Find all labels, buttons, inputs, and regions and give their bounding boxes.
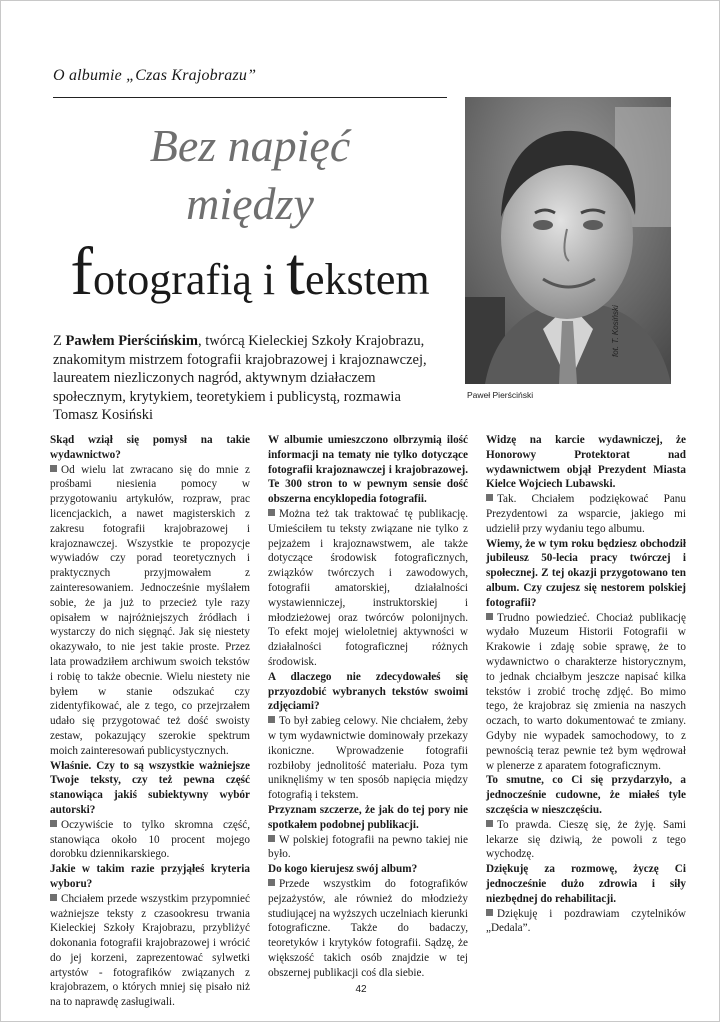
interview-question: Skąd wziął się pomysł na takie wydawnictwo? <box>50 434 250 461</box>
lead-paragraph <box>53 332 449 425</box>
answer-marker-icon <box>50 894 57 901</box>
answer-text: Przede wszystkim do fotografików pejzażystów, ale również do młodzieży studiującej na wyższych uczelniach kierunki fotograficzne. Także do badaczy, teoretyków i krytyków fotografii. Sądzę, że większość takich osób znajdzie w tej obszernej publikacji coś dla siebie. <box>268 877 468 979</box>
interview-question: W albumie umieszczono olbrzymią ilość informacji na tematy nie tylko dotyczące fotografii krajoznawczej i krajobrazowej. Te 300 stron to w pewnym sensie dość obszerna encyklopedia fotografii. <box>268 434 468 506</box>
interview-question: Przyznam szczerze, że jak do tej pory nie spotkałem podobnej publikacji. <box>268 803 468 831</box>
answer-marker-icon <box>268 835 275 842</box>
title-word-fotografia: otografią i <box>93 255 287 304</box>
column-1 <box>50 433 250 1009</box>
title-word-tekstem: ekstem <box>304 255 430 304</box>
interview-question: Widzę na karcie wydawniczej, że Honorowy Protektorat nad wydawnictwem objął Prezydent Miasta Kielce Wojciech Lubawski. <box>486 434 686 491</box>
interview-answer <box>50 463 250 759</box>
interview-answer <box>268 507 468 670</box>
answer-text: Dziękuję i pozdrawiam czytelników „Dedala”. <box>486 907 686 935</box>
interview-answer <box>486 611 686 774</box>
answer-marker-icon <box>486 494 493 501</box>
interview-answer <box>486 818 686 862</box>
page-number: 42 <box>355 984 367 995</box>
interview-question: Właśnie. Czy to są wszystkie ważniejsze Twoje teksty, czy też pewna część stanowiąca jakiś subiektywny wybór autorski? <box>50 759 250 816</box>
interview-question: Jakie w takim razie przyjąłeś kryteria wyboru? <box>50 863 250 890</box>
photo-credit: fot. T. Kosiński <box>611 305 620 357</box>
portrait-photo <box>465 97 671 384</box>
interview-answer <box>486 907 686 937</box>
answer-text: W polskiej fotografii na pewno takiej nie było. <box>268 833 468 861</box>
title-line-1: Bez napięć <box>149 120 351 171</box>
interview-question: To smutne, co Ci się przydarzyło, a jednocześnie cudowne, że miałeś tyle szczęścia w nieszczęściu. <box>486 774 686 816</box>
lead-text: , twórcą Kieleckiej Szkoły Krajobrazu, znakomitym mistrzem fotografii krajobrazowej i krajoznawczej, laureatem niezliczonych nagród, aktywnym działaczem społecznym, krytykiem, teoretykiem i publicystą, rozmawia Tomasz Kosiński <box>53 333 427 423</box>
answer-text: Oczywiście to tylko skromna część, stanowiąca około 10 procent mojego dorobku dziennikarskiego. <box>50 818 250 861</box>
column-3 <box>486 433 686 963</box>
interview-answer <box>486 492 686 536</box>
answer-text: Chciałem przede wszystkim przypomnieć ważniejsze teksty z czasookresu trwania Kieleckiej Szkoły Krajobrazu, przybliżyć dokonania fotografii krajobrazowej i wrócić do jej korzeni, zaprezentować sylwetki artystów - fotografików związanych z krajobrazem, o których mniej się pisało niż na to naprawdę zasługiwali. <box>50 892 250 1009</box>
answer-text: Tak. Chciałem podziękować Panu Prezydentowi za wsparcie, jakiego mi udzielił przy wydaniu tego albumu. <box>486 493 686 535</box>
column-2 <box>268 433 468 979</box>
answer-marker-icon <box>50 465 57 472</box>
answer-marker-icon <box>268 509 275 516</box>
portrait-photo-icon <box>465 97 671 384</box>
answer-marker-icon <box>268 716 275 723</box>
lead-name: Pawłem Pierścińskim <box>65 333 198 349</box>
interview-answer <box>268 714 468 803</box>
answer-marker-icon <box>486 820 493 827</box>
answer-marker-icon <box>268 879 275 886</box>
interview-answer <box>50 818 250 862</box>
answer-text: To był zabieg celowy. Nie chciałem, żeby w tym wydawnictwie dominowały przekazy ikoniczne. Wprowadzenie fotografii rozbiłoby jednolitość materiału. Poza tym uniknęliśmy w ten sposób napięcia między fotografią i tekstem. <box>268 715 468 802</box>
answer-text: Trudno powiedzieć. Chociaż publikację wydało Muzeum Historii Fotografii w Krakowie i zdaję sobie sprawę, że to wydawnictwo o charakterze historycznym, to jednak chciałbym jeszcze napisać kilka tekstów i zrobić trochę zdjęć. Bo mimo tego, że krajobraz się zmienia na naszych oczach, to warto dokumentować te zmiany. Gdyby nie wypadek samochodowy, to z pewnością teraz pewnie też bym wędrował w plenerze z aparatem fotograficznym. <box>486 611 686 772</box>
interview-answer <box>268 877 468 981</box>
title-initial-t: t <box>286 233 305 309</box>
kicker-rule <box>53 97 447 98</box>
answer-text: Można też tak traktować tę publikację. Umieściłem tu teksty związane nie tylko z pejzażem i krajoznawstwem, ale także dotyczące środowisk fotograficznych, związków twórczych i zawodowych, fotografii amatorskiej, działalności wystawienniczej, instruktorskiej i młodzieżowej oraz twórców polonijnych. To efekt mojej wieloletniej aktywności w działalności fotograficznej różnych środowisk. <box>268 507 468 668</box>
title-initial-f: f <box>70 233 94 309</box>
interview-question: Wiemy, że w tym roku będziesz obchodził jubileusz 50-lecia pracy twórczej i społecznej. Z tej okazji przygotowano ten album. Czy czujesz się nestorem polskiej fotografii? <box>486 537 686 609</box>
title-line-3 <box>53 233 447 314</box>
photo-caption: Paweł Pierściński <box>467 390 534 400</box>
title-line-2: między <box>186 178 314 229</box>
interview-question: A dlaczego nie zdecydowałeś się przyozdobić wybranych tekstów swoimi zdjęciami? <box>268 670 468 713</box>
answer-marker-icon <box>486 613 493 620</box>
answer-text: Od wielu lat zwracano się do mnie z prośbami niesienia pomocy w przygotowaniu artykułów, rozpraw, prac licencjackich, a nawet magisterskich z zakresu fotografii krajobrazowej i krajoznawczej. Wszystkie te propozycje wywiadów czy porad teoretycznych i praktycznych przyjmowałem z zainteresowaniem. Jednocześnie myślałem sobie, że ja już to przecież tyle razy opisałem w najróżniejszych źródłach i wystarczy do nich sięgnąć. Jak się niestety okazywało, to nie jest takie proste. Przez lata prowadziłem archiwum swoich tekstów i robię to także obecnie. Wielu niestety nie byłem w stanie odszukać czy zidentyfikować, ale z tego, co przejrzałem udało się przygotować też dość swoisty zestaw, pokazujący szerokie spektrum moich zainteresowań publicystycznych. <box>50 463 250 757</box>
lead-prefix: Z <box>53 333 66 349</box>
interview-answer <box>268 833 468 863</box>
interview-question: Do kogo kierujesz swój album? <box>268 863 418 876</box>
interview-question: Dziękuję za rozmowę, życzę Ci jednocześnie dużo zdrowia i siły niezbędnej do rehabilitacji. <box>486 863 686 905</box>
answer-marker-icon <box>486 909 493 916</box>
answer-marker-icon <box>50 820 57 827</box>
kicker-heading: O albumie „Czas Krajobrazu” <box>53 67 257 84</box>
answer-text: To prawda. Cieszę się, że żyję. Sami lekarze się dziwią, że powoli z tego wychodzę. <box>486 818 686 861</box>
